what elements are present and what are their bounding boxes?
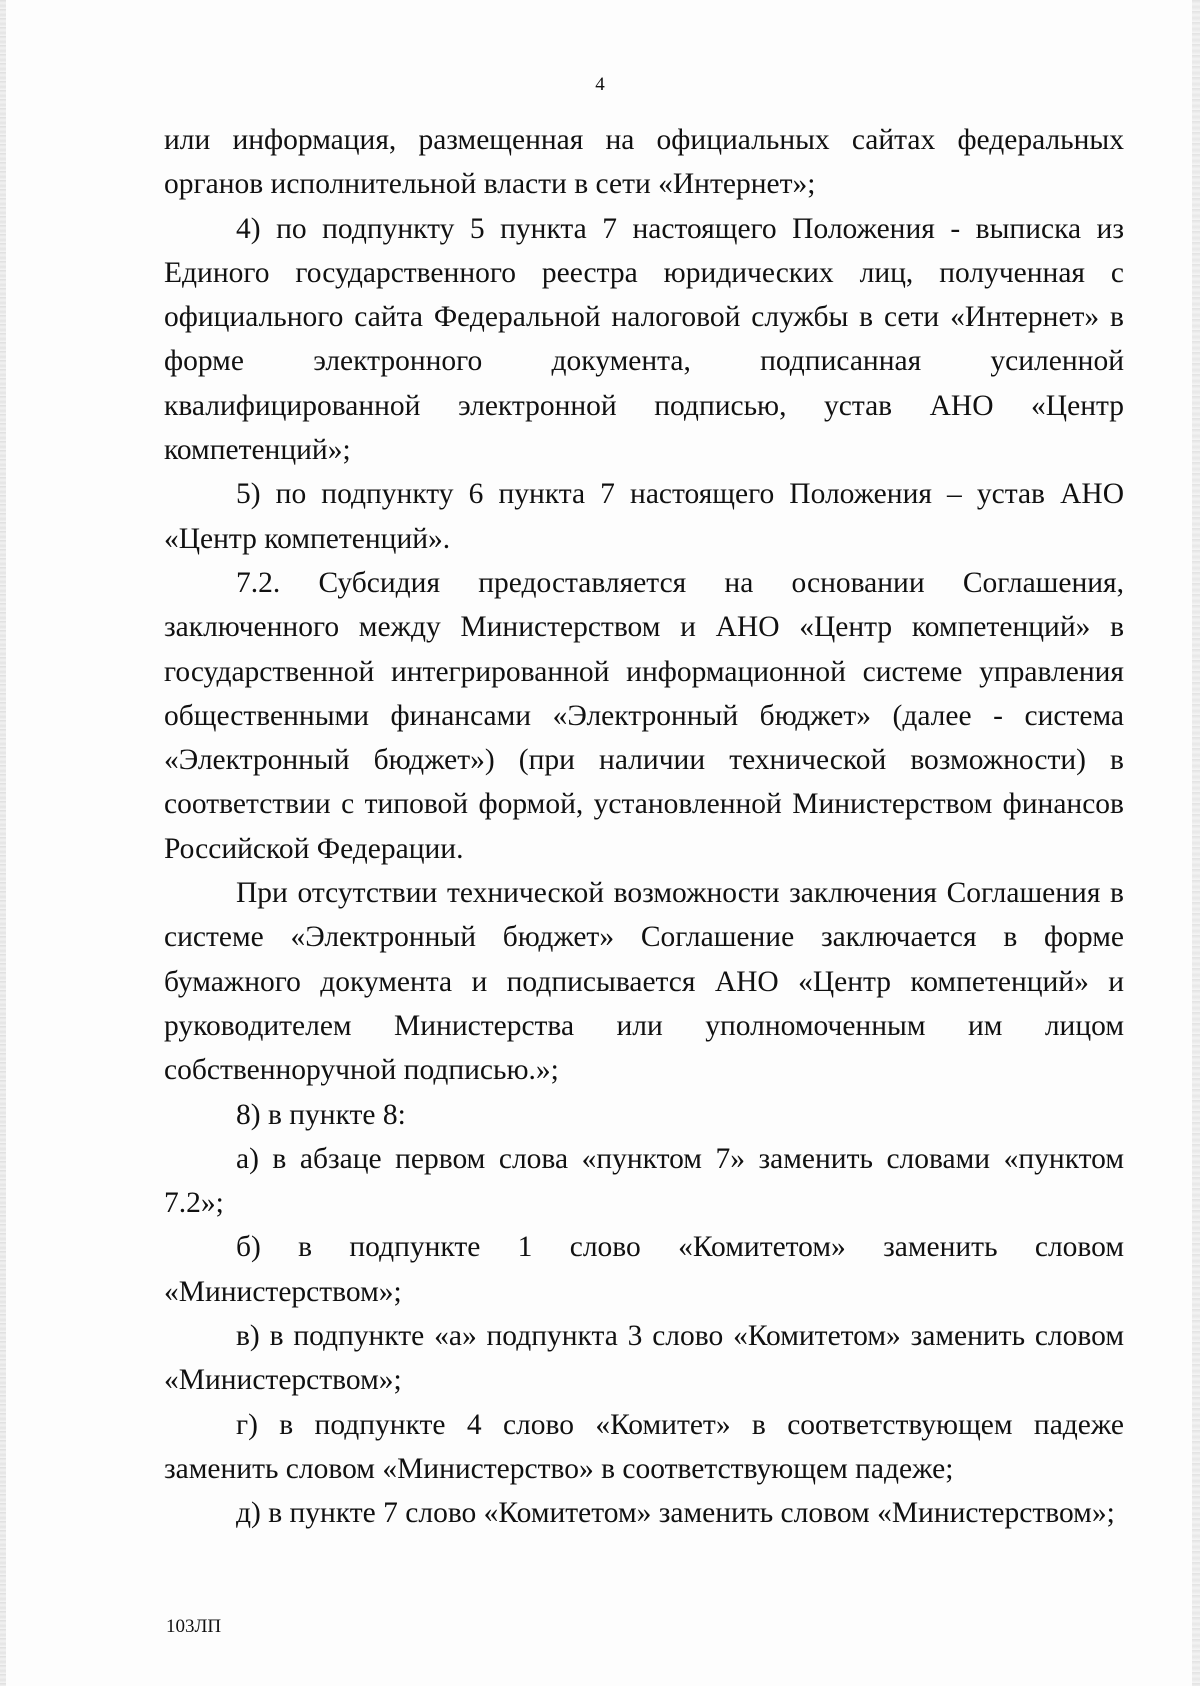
paragraph-item-4: 4) по подпункту 5 пункта 7 настоящего Положения - выписка из Единого государственного реестра юридических лиц, полученная с официального сайта Федеральной налоговой службы в сети «Интернет» в форме электронного документа, подписанная усиленной квалифицированной электронной подписью, устав АНО «Центр компетенций»; (164, 212, 1124, 467)
paragraph-item-8: 8) в пункте 8: (236, 1098, 406, 1131)
document-body (164, 118, 1124, 1536)
paragraph-item-g: г) в подпункте 4 слово «Комитет» в соответствующем падеже заменить словом «Министерство» в соответствующем падеже; (164, 1408, 1124, 1485)
paragraph-no-tech-possibility: При отсутствии технической возможности заключения Соглашения в системе «Электронный бюджет» Соглашение заключается в форме бумажного документа и подписывается АНО «Центр компетенций» и руководителем Министерства или уполномоченным им лицом собственноручной подписью.»; (164, 877, 1124, 1087)
scan-edge-right (1192, 0, 1200, 1686)
scan-edge-left (0, 0, 6, 1686)
paragraph-item-5: 5) по подпункту 6 пункта 7 настоящего Положения – устав АНО «Центр компетенций». (164, 478, 1124, 555)
paragraph-item-b: б) в подпункте 1 слово «Комитетом» заменить словом «Министерством»; (164, 1231, 1124, 1308)
paragraph-continuation: или информация, размещенная на официальных сайтах федеральных органов исполнительной власти в сети «Интернет»; (164, 124, 1124, 201)
paragraph-item-a: а) в абзаце первом слова «пунктом 7» заменить словами «пунктом 7.2»; (164, 1142, 1124, 1220)
footer-document-code: 103ЛП (166, 1616, 222, 1637)
paragraph-7-2: 7.2. Субсидия предоставляется на основании Соглашения, заключенного между Министерством и АНО «Центр компетенций» в государственной интегрированной информационной системе управления общественными финансами «Электронный бюджет» (далее - система «Электронный бюджет») (при наличии технической возможности) в соответствии с типовой формой, установленной Министерством финансов Российской Федерации. (164, 566, 1124, 865)
paragraph-item-d: д) в пункте 7 слово «Комитетом» заменить словом «Министерством»; (236, 1497, 1115, 1530)
paragraph-item-v: в) в подпункте «а» подпункта 3 слово «Комитетом» заменить словом «Министерством»; (164, 1320, 1124, 1397)
page-number: 4 (595, 74, 605, 95)
